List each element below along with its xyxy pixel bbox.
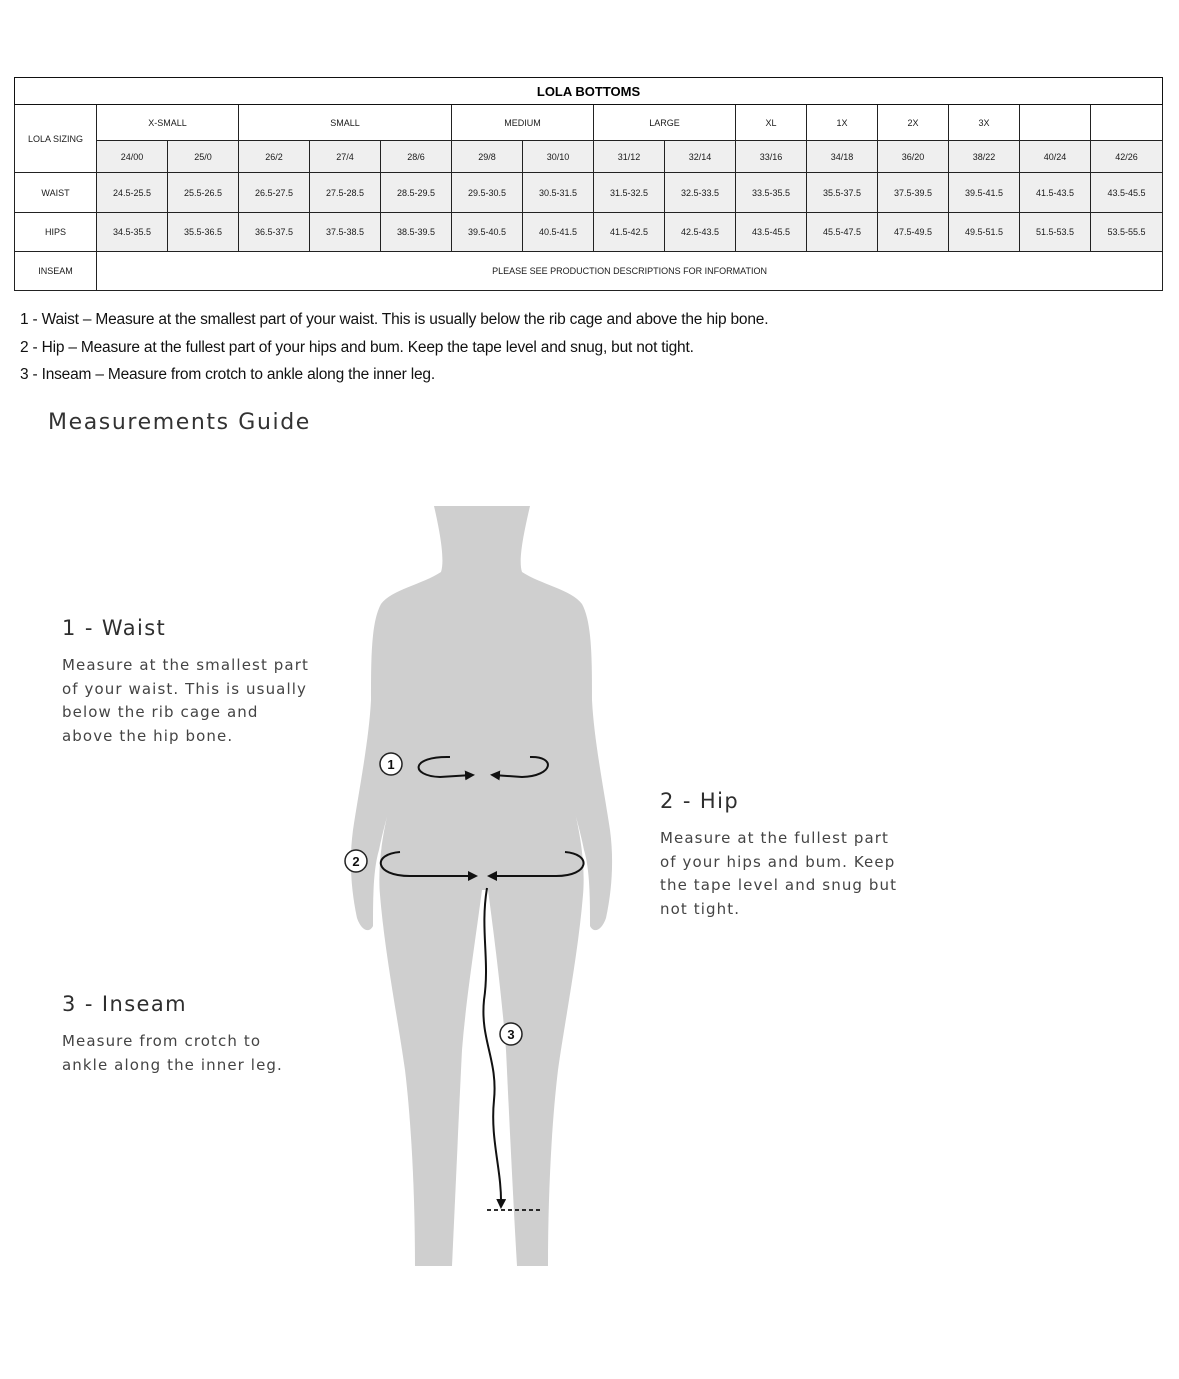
waist-text-line: Measure at the smallest part — [62, 656, 309, 674]
size-code-cell: 34/18 — [807, 141, 878, 173]
sizing-row-header: LOLA SIZING — [15, 105, 97, 173]
marker-3-label: 3 — [507, 1027, 515, 1042]
measurement-cell: 31.5-32.5 — [594, 173, 665, 212]
marker-1-label: 1 — [387, 757, 395, 772]
size-code-cell: 40/24 — [1020, 141, 1091, 173]
marker-2-label: 2 — [352, 854, 360, 869]
waist-text-line: of your waist. This is usually — [62, 679, 307, 698]
inseam-label: INSEAM — [15, 251, 97, 290]
measurement-cell: 43.5-45.5 — [1091, 173, 1163, 212]
hip-heading: 2 - Hip — [660, 789, 740, 813]
size-code-cell: 27/4 — [310, 141, 381, 173]
size-code-cell: 33/16 — [736, 141, 807, 173]
measurement-cell: 37.5-38.5 — [310, 212, 381, 251]
size-group-header: 2X — [878, 105, 949, 141]
hip-text-line: not tight. — [660, 899, 741, 918]
measurement-cell: 37.5-39.5 — [878, 173, 949, 212]
measurement-cell: 49.5-51.5 — [949, 212, 1020, 251]
inseam-note: PLEASE SEE PRODUCTION DESCRIPTIONS FOR INFORMATION — [97, 251, 1163, 290]
measurement-cell: 32.5-33.5 — [665, 173, 736, 212]
size-code-cell: 31/12 — [594, 141, 665, 173]
measurement-cell: 39.5-40.5 — [452, 212, 523, 251]
measurement-cell: 34.5-35.5 — [97, 212, 168, 251]
waist-heading: 1 - Waist — [62, 616, 167, 640]
note-hip: 2 - Hip – Measure at the fullest part of your hips and bum. Keep the tape level and snug, but not tight. — [20, 338, 694, 356]
measurement-cell: 30.5-31.5 — [523, 173, 594, 212]
waist-label: WAIST — [15, 173, 97, 212]
measurement-cell: 26.5-27.5 — [239, 173, 310, 212]
measurement-cell: 36.5-37.5 — [239, 212, 310, 251]
measurement-cell: 43.5-45.5 — [736, 212, 807, 251]
size-group-header: 1X — [807, 105, 878, 141]
guide-title: Measurements Guide — [48, 410, 311, 435]
measurement-cell: 39.5-41.5 — [949, 173, 1020, 212]
size-group-header: X-SMALL — [97, 105, 239, 141]
measurement-cell: 42.5-43.5 — [665, 212, 736, 251]
measurement-cell: 28.5-29.5 — [381, 173, 452, 212]
measurement-cell: 27.5-28.5 — [310, 173, 381, 212]
measurement-cell: 41.5-43.5 — [1020, 173, 1091, 212]
hip-text-line: the tape level and snug but — [660, 876, 898, 894]
measurement-cell: 51.5-53.5 — [1020, 212, 1091, 251]
size-code-cell: 32/14 — [665, 141, 736, 173]
size-code-cell: 28/6 — [381, 141, 452, 173]
measurement-cell: 47.5-49.5 — [878, 212, 949, 251]
size-group-header: SMALL — [239, 105, 452, 141]
measurement-cell: 35.5-36.5 — [168, 212, 239, 251]
size-code-cell: 36/20 — [878, 141, 949, 173]
size-code-cell: 38/22 — [949, 141, 1020, 173]
measurement-cell: 35.5-37.5 — [807, 173, 878, 212]
waist-text-line: above the hip bone. — [62, 726, 234, 745]
measurement-cell: 41.5-42.5 — [594, 212, 665, 251]
inseam-text-line: Measure from crotch to — [62, 1032, 262, 1050]
measurement-cell: 24.5-25.5 — [97, 173, 168, 212]
note-inseam: 3 - Inseam – Measure from crotch to ankle along the inner leg. — [20, 366, 435, 383]
size-code-cell: 30/10 — [523, 141, 594, 173]
size-code-cell: 24/00 — [97, 141, 168, 173]
table-title: LOLA BOTTOMS — [15, 78, 1163, 105]
hip-text-line: of your hips and bum. Keep — [660, 852, 896, 871]
hip-text-line: Measure at the fullest part — [660, 829, 890, 847]
measurement-cell: 33.5-35.5 — [736, 173, 807, 212]
note-waist: 1 - Waist – Measure at the smallest part of your waist. This is usually below the rib cage and above the hip bone. — [20, 311, 769, 328]
size-group-header: XL — [736, 105, 807, 141]
measurement-cell: 25.5-26.5 — [168, 173, 239, 212]
measurement-cell: 53.5-55.5 — [1091, 212, 1163, 251]
inseam-text-line: ankle along the inner leg. — [62, 1055, 283, 1074]
measurement-cell: 38.5-39.5 — [381, 212, 452, 251]
measurement-cell: 45.5-47.5 — [807, 212, 878, 251]
waist-text-line: below the rib cage and — [62, 703, 259, 721]
size-code-cell: 29/8 — [452, 141, 523, 173]
measurement-cell: 40.5-41.5 — [523, 212, 594, 251]
size-group-header: MEDIUM — [452, 105, 594, 141]
size-group-header: 3X — [949, 105, 1020, 141]
size-group-header: LARGE — [594, 105, 736, 141]
size-code-cell: 26/2 — [239, 141, 310, 173]
size-code-cell: 42/26 — [1091, 141, 1163, 173]
measurement-cell: 29.5-30.5 — [452, 173, 523, 212]
hips-label: HIPS — [15, 212, 97, 251]
silhouette-shape — [351, 506, 612, 1266]
inseam-heading: 3 - Inseam — [62, 992, 187, 1016]
size-code-cell: 25/0 — [168, 141, 239, 173]
